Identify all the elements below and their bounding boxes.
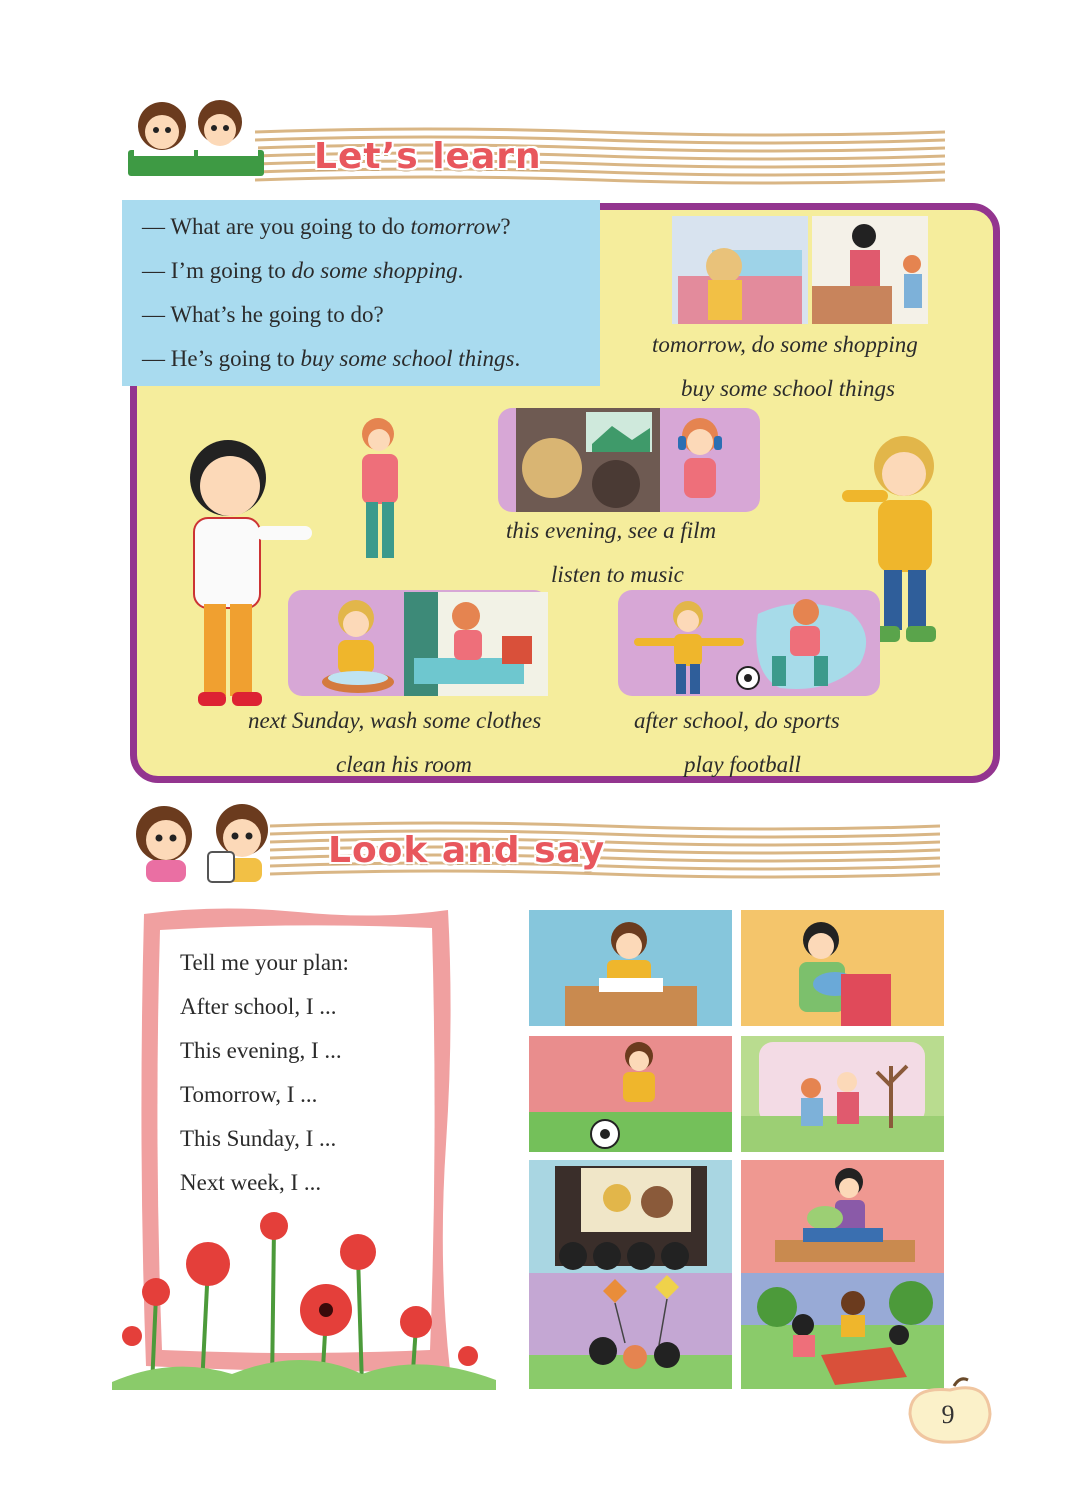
tile-plant-trees xyxy=(741,1036,944,1152)
poppy-flowers-illustration xyxy=(112,1206,496,1390)
plan-line-5: This Sunday, I ... xyxy=(180,1126,337,1151)
sports-illustration xyxy=(630,594,876,696)
tile-fly-kites xyxy=(529,1273,732,1389)
caption-clothes-2: clean his room xyxy=(336,752,472,777)
boy-walking-illustration xyxy=(352,416,412,568)
caption-film-1: this evening, see a film xyxy=(506,518,717,543)
page-number: 9 xyxy=(941,1400,955,1429)
tile-do-homework xyxy=(529,910,732,1026)
caption-shopping-1: tomorrow, do some shopping xyxy=(652,332,918,357)
tile-see-film xyxy=(529,1160,732,1276)
dialog-line-4: — He’s going to buy some school things. xyxy=(142,346,521,371)
caption-sports-2: play football xyxy=(684,752,801,777)
film-scene-illustration xyxy=(516,408,660,512)
caption-clothes-1: next Sunday, wash some clothes xyxy=(248,708,542,733)
dialog-line-3: — What’s he going to do? xyxy=(142,302,384,327)
section-title-lets-learn: Let’s learn xyxy=(314,136,542,177)
caption-sports-1: after school, do sports xyxy=(634,708,840,733)
tile-cook xyxy=(741,910,944,1026)
caption-film-2: listen to music xyxy=(551,562,684,587)
kids-talking-icon xyxy=(118,798,288,888)
dialog-line-1: — What are you going to do tomorrow? xyxy=(142,214,511,239)
clean-room-illustration xyxy=(404,592,548,696)
tile-picnic xyxy=(741,1273,944,1389)
kids-reading-icon xyxy=(120,92,270,184)
plan-line-1: Tell me your plan: xyxy=(180,950,349,975)
tile-play-football xyxy=(529,1036,732,1152)
plan-line-3: This evening, I ... xyxy=(180,1038,342,1063)
plan-line-2: After school, I ... xyxy=(180,994,337,1019)
tile-make-soup xyxy=(741,1160,944,1276)
boy-headphones-illustration xyxy=(668,414,732,508)
plan-line-4: Tomorrow, I ... xyxy=(180,1082,318,1107)
wash-clothes-illustration xyxy=(318,598,398,694)
section-title-look-and-say: Look and say xyxy=(328,830,606,871)
caption-shopping-2: buy some school things xyxy=(681,376,896,401)
dialog-line-2: — I’m going to do some shopping. xyxy=(142,258,464,283)
shopping-scene-illustration xyxy=(672,216,928,324)
plan-line-6: Next week, I ... xyxy=(180,1170,322,1195)
